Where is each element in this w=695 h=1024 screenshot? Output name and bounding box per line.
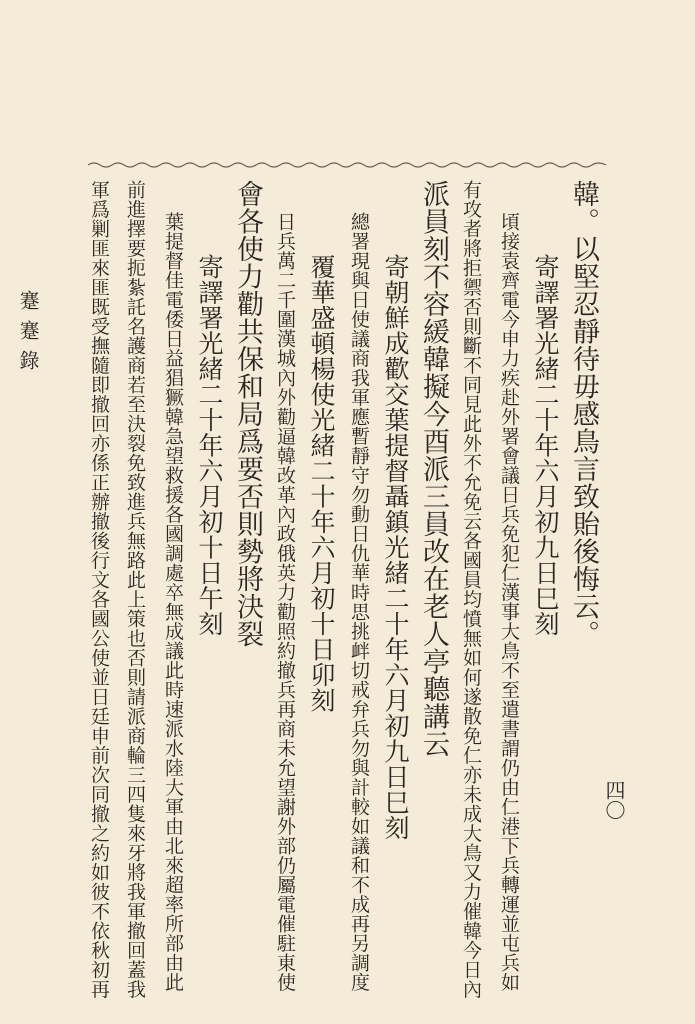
- text-column: 派員刻不容緩韓擬今酉派三員改在老人亭聽講云: [418, 180, 449, 758]
- text-column: 日兵萬二千圍漢城內外勸逼韓改革內政俄英力勸照約撤兵再商未允望謝外部仍屬電催駐東使: [274, 212, 296, 992]
- text-column: 軍爲剿匪來匪既受撫隨即撤回亦係正辦撤後行文各國公使並日廷申前次同撤之約如彼不依秋初再: [88, 180, 110, 999]
- text-column: 前進擇要扼紮託名護商若至決裂免致進兵無路此上策也否則請派商輪三四隻來牙將我軍撤回蓋我: [124, 180, 146, 999]
- text-column: 總署現與日使議商我軍應暫靜守勿動日仇華時思挑衅切戒弁兵勿與計較如議和不成再另調度: [348, 212, 370, 992]
- text-column: 會各使力勸共保和局爲要否則勢將決裂: [232, 180, 263, 648]
- telegram-heading: 覆華盛頓楊使光緒二十年六月初十日卯刻: [307, 254, 336, 713]
- telegram-heading: 寄譯署光緒二十年六月初十日午刻: [195, 254, 224, 637]
- book-title: 蹇蹇錄: [16, 290, 40, 380]
- header-rule: [88, 160, 606, 170]
- text-column: 韓。以堅忍靜待毋感鳥言致貽後悔云。: [568, 180, 599, 648]
- telegram-heading: 寄朝鮮成歡交葉提督聶鎮光緒二十年六月初九日巳刻: [381, 254, 410, 841]
- text-column: 頃接袁齊電今申力疾赴外署會議日兵免犯仁漢事大鳥不至遣書謂仍由仁港下兵轉運並屯兵如: [498, 212, 520, 992]
- text-column: 葉提督佳電倭日益猖獗韓急望救援各國調處卒無成議此時速派水陸大軍由北來超率所部由此: [162, 212, 184, 992]
- telegram-heading: 寄譯署光緒二十年六月初九日巳刻: [531, 254, 560, 637]
- text-column: 有攻者將拒禦否則斷不同見此外不允免云各國員均憤無如何遂散免仁亦未成大鳥又力催韓今日內: [460, 180, 482, 999]
- page-number: 四〇: [602, 780, 626, 820]
